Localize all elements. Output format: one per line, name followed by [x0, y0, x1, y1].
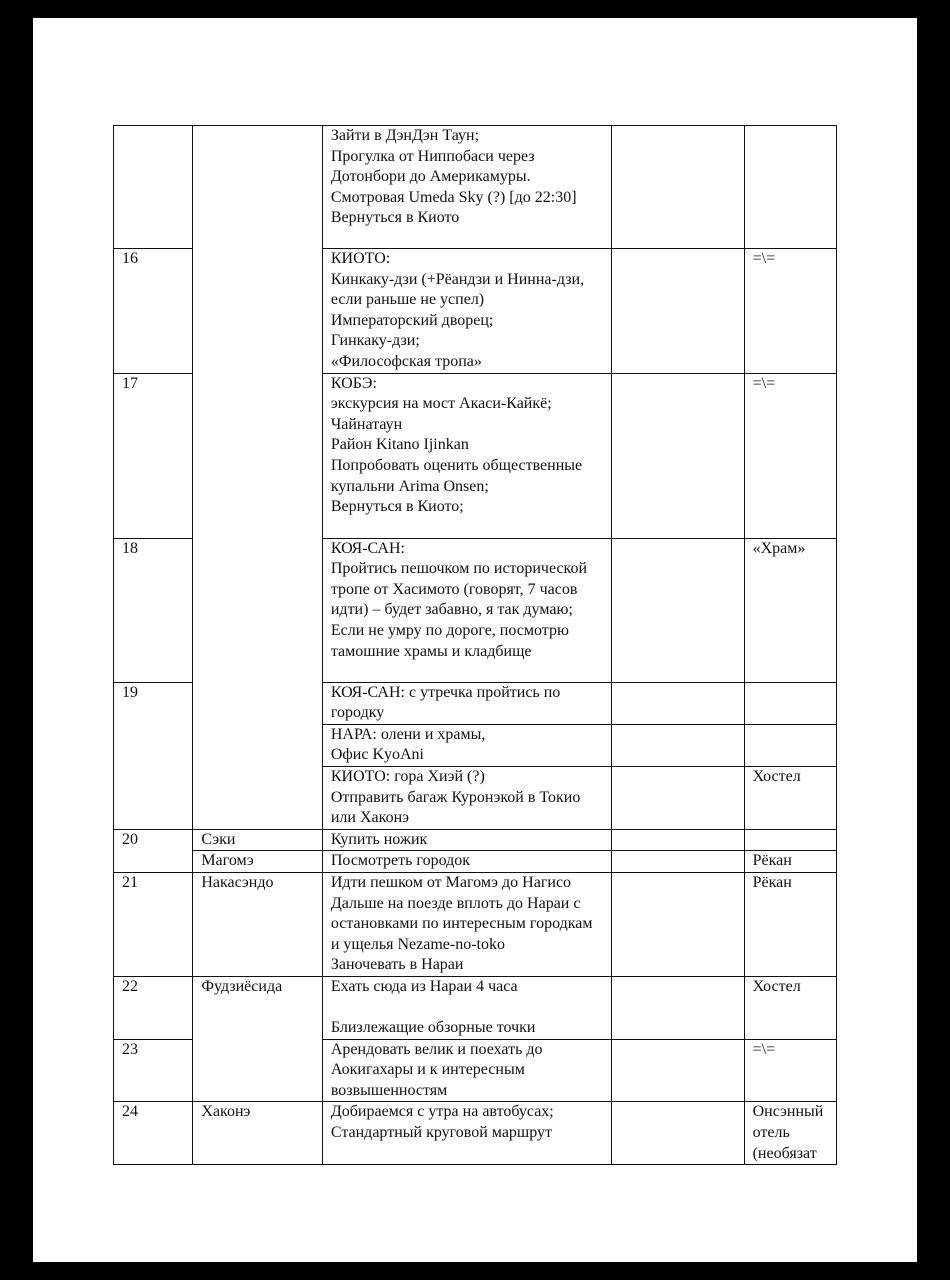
day-cell: 19	[114, 682, 193, 829]
day-cell: 24	[114, 1102, 193, 1165]
day-cell	[114, 126, 193, 249]
table-row	[114, 872, 837, 976]
extra-cell	[612, 976, 745, 1039]
plan-cell: КОЯ-САН: с утречка пройтись по городку	[322, 682, 611, 724]
note-cell	[744, 829, 836, 851]
place-cell: Магомэ	[193, 851, 323, 873]
place-cell: Хаконэ	[193, 1102, 323, 1165]
table-row	[114, 851, 837, 873]
day-cell: 18	[114, 538, 193, 682]
extra-cell	[612, 1102, 745, 1165]
place-cell: Накасэндо	[193, 872, 323, 976]
document-page	[33, 18, 917, 1262]
plan-cell: Арендовать велик и поехать до Аокигахары и к интересным возвышенностям	[322, 1039, 611, 1102]
place-cell: Фудзиёсида	[193, 976, 323, 1102]
note-cell: =\=	[744, 373, 836, 538]
day-cell: 17	[114, 373, 193, 538]
note-cell: =\=	[744, 249, 836, 374]
note-cell: «Храм»	[744, 538, 836, 682]
plan-cell: НАРА: олени и храмы, Офис KyoAni	[322, 724, 611, 766]
day-cell: 16	[114, 249, 193, 374]
extra-cell	[612, 373, 745, 538]
note-cell	[744, 724, 836, 766]
note-cell: Онсэнный отель (необязат	[744, 1102, 836, 1165]
plan-cell: Добираемся с утра на автобусах; Стандартный круговой маршрут	[322, 1102, 611, 1165]
plan-cell: Идти пешком от Магомэ до Нагисо Дальше на поезде вплоть до Нараи с остановками по интересным городкам и ущелья Nezame-no-toko Заночевать в Нараи	[322, 872, 611, 976]
table-row	[114, 1102, 837, 1165]
extra-cell	[612, 724, 745, 766]
plan-cell: Ехать сюда из Нараи 4 часа Близлежащие обзорные точки	[322, 976, 611, 1039]
plan-cell: Купить ножик	[322, 829, 611, 851]
plan-cell: КИОТО: Кинкаку-дзи (+Рёандзи и Нинна-дзи, если раньше не успел) Императорский дворец; Гинкаку-дзи; «Философская тропа»	[322, 249, 611, 374]
extra-cell	[612, 1039, 745, 1102]
extra-cell	[612, 766, 745, 829]
note-cell: Хостел	[744, 766, 836, 829]
extra-cell	[612, 249, 745, 374]
note-cell: =\=	[744, 1039, 836, 1102]
plan-cell: КИОТО: гора Хиэй (?) Отправить багаж Куронэкой в Токио или Хаконэ	[322, 766, 611, 829]
plan-cell: КОБЭ: экскурсия на мост Акаси-Кайкё; Чайнатаун Район Kitano Ijinkan Попробовать оценить общественные купальни Arima Onsen; Вернуться в Киото;	[322, 373, 611, 538]
extra-cell	[612, 682, 745, 724]
table-row	[114, 126, 837, 249]
plan-cell: Посмотреть городок	[322, 851, 611, 873]
day-cell: 20	[114, 829, 193, 872]
place-cell: Сэки	[193, 829, 323, 851]
note-cell	[744, 682, 836, 724]
itinerary-table	[113, 125, 837, 1165]
day-cell: 23	[114, 1039, 193, 1102]
table-row	[114, 829, 837, 851]
note-cell: Рёкан	[744, 872, 836, 976]
note-cell	[744, 126, 836, 249]
note-cell: Хостел	[744, 976, 836, 1039]
extra-cell	[612, 851, 745, 873]
table-row	[114, 976, 837, 1039]
extra-cell	[612, 829, 745, 851]
plan-cell: КОЯ-САН: Пройтись пешочком по исторической тропе от Хасимото (говорят, 7 часов идти) – будет забавно, я так думаю; Если не умру по дороге, посмотрю тамошние храмы и кладбище	[322, 538, 611, 682]
extra-cell	[612, 538, 745, 682]
day-cell: 21	[114, 872, 193, 976]
place-cell	[193, 126, 323, 830]
note-cell: Рёкан	[744, 851, 836, 873]
day-cell: 22	[114, 976, 193, 1039]
extra-cell	[612, 872, 745, 976]
extra-cell	[612, 126, 745, 249]
plan-cell: Зайти в ДэнДэн Таун; Прогулка от Ниппобаси через Дотонбори до Америкамуры. Смотровая Umeda Sky (?) [до 22:30] Вернуться в Киото	[322, 126, 611, 249]
